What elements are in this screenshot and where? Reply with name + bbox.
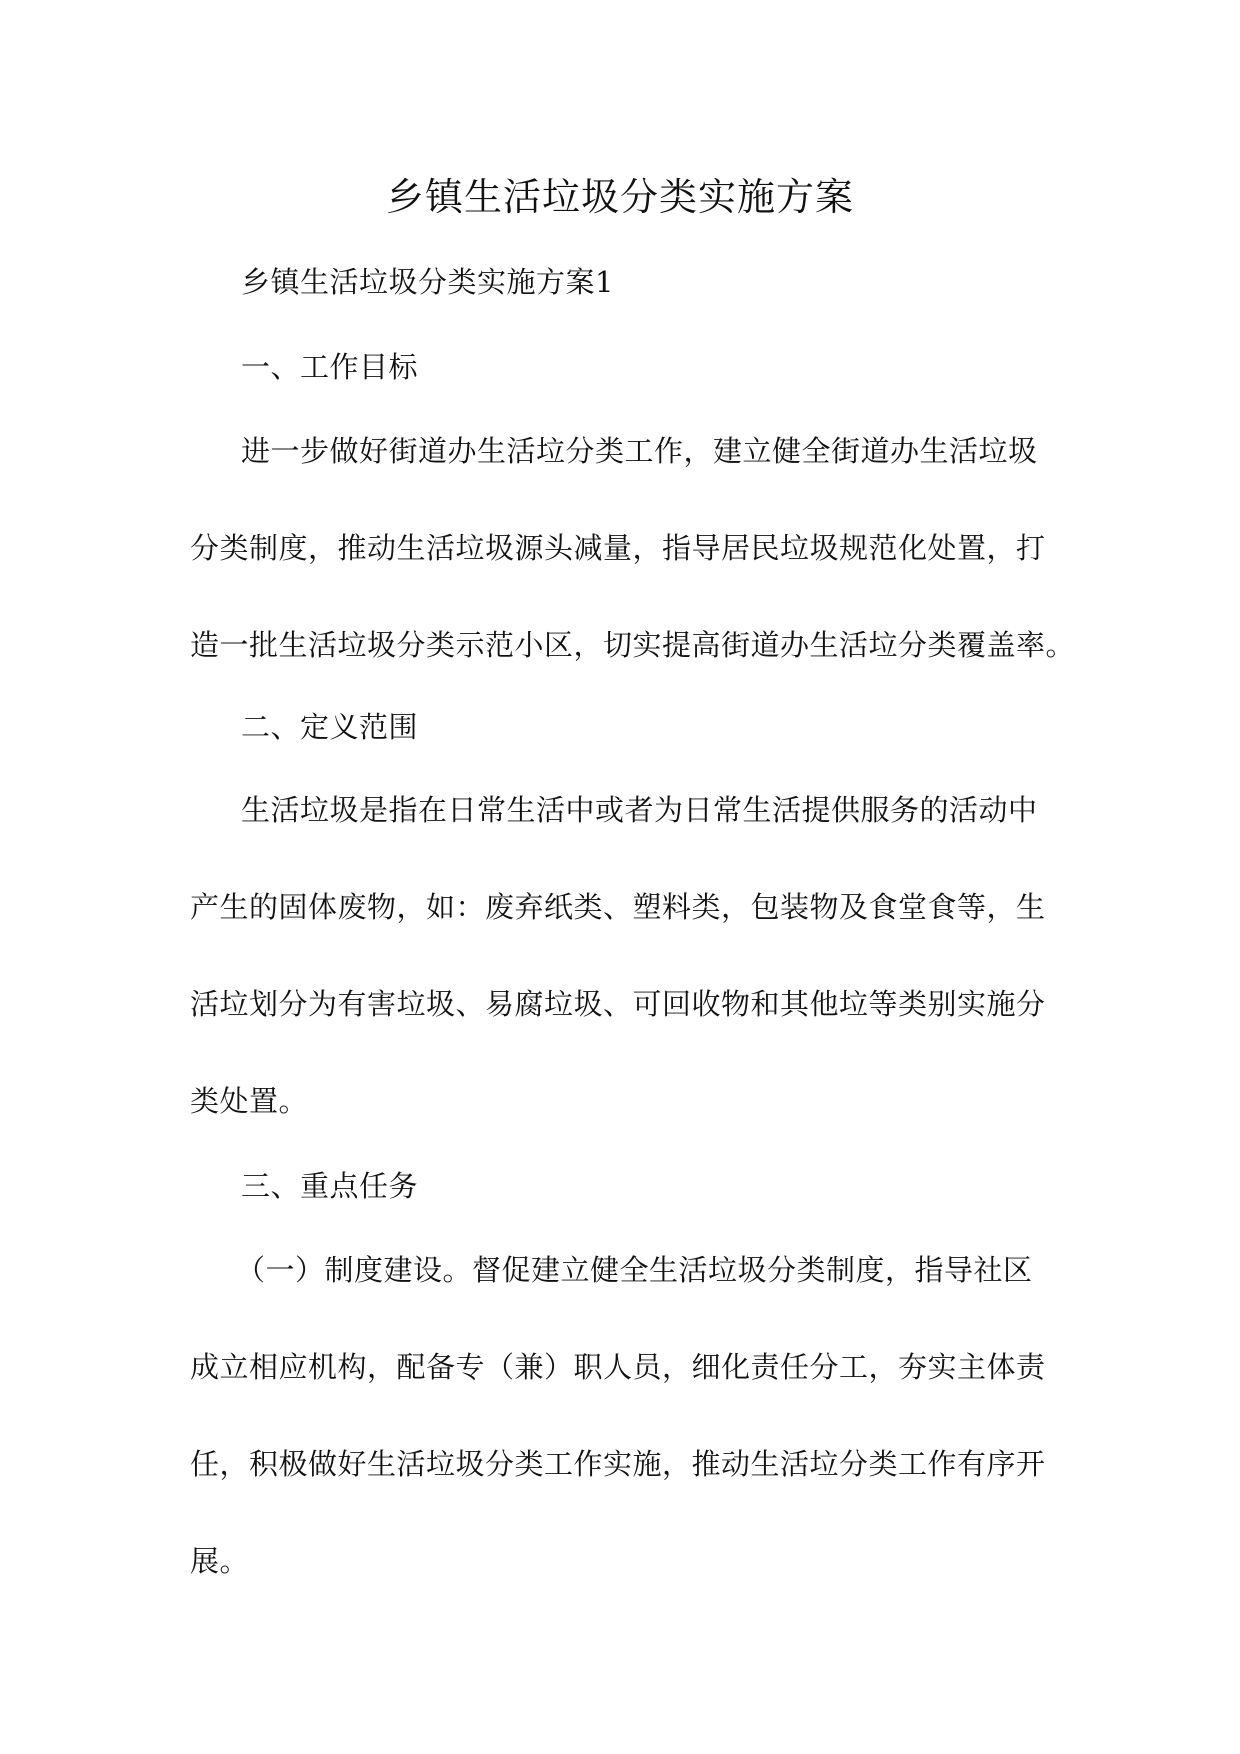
paragraph-line: 产生的固体废物，如：废弃纸类、塑料类，包装物及食堂食等，生 (190, 890, 1046, 924)
paragraph-line: 造一批生活垃圾分类示范小区，切实提高街道办生活垃分类覆盖率。 (190, 628, 1076, 662)
paragraph-line: 任，积极做好生活垃圾分类工作实施，推动生活垃分类工作有序开 (190, 1447, 1046, 1481)
paragraph-line: 展。 (190, 1544, 250, 1578)
paragraph-line: 活垃划分为有害垃圾、易腐垃圾、可回收物和其他垃等类别实施分 (190, 987, 1046, 1021)
section-heading-work-goals: 一、工作目标 (241, 350, 419, 384)
paragraph-line: 成立相应机构，配备专（兼）职人员，细化责任分工，夯实主体责 (190, 1350, 1046, 1384)
paragraph-line: 类处置。 (190, 1084, 309, 1118)
section-heading-key-tasks: 三、重点任务 (241, 1169, 419, 1203)
paragraph-line: 分类制度，推动生活垃圾源头减量，指导居民垃圾规范化处置，打 (190, 531, 1046, 565)
paragraph-line: 生活垃圾是指在日常生活中或者为日常生活提供服务的活动中 (241, 793, 1038, 827)
section-heading-definition-scope: 二、定义范围 (241, 710, 419, 744)
document-title: 乡镇生活垃圾分类实施方案 (385, 175, 854, 219)
document-subtitle: 乡镇生活垃圾分类实施方案1 (241, 265, 614, 299)
paragraph-line: （一）制度建设。督促建立健全生活垃圾分类制度，指导社区 (236, 1253, 1033, 1287)
paragraph-line: 进一步做好街道办生活垃分类工作，建立健全街道办生活垃圾 (241, 434, 1038, 468)
